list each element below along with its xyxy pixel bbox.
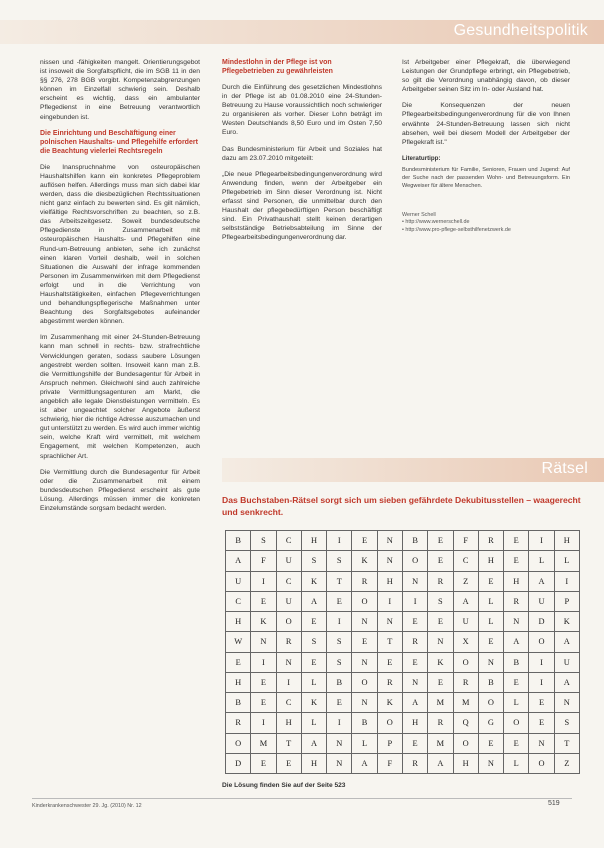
footer-journal: Kinderkrankenschwester 29. Jg. (2010) Nr. 12 — [32, 803, 142, 809]
grid-cell: H — [453, 753, 478, 773]
source-link: • http://www.wernerschell.de — [402, 219, 470, 226]
grid-cell: S — [554, 713, 579, 733]
grid-cell: E — [428, 672, 453, 692]
grid-cell: S — [301, 632, 326, 652]
grid-cell: N — [352, 652, 377, 672]
grid-cell: I — [251, 713, 276, 733]
text-column-2 — [222, 58, 382, 250]
grid-cell: O — [529, 753, 554, 773]
grid-cell: I — [529, 652, 554, 672]
grid-cell: L — [301, 672, 326, 692]
grid-cell: O — [352, 591, 377, 611]
grid-cell: F — [251, 551, 276, 571]
grid-cell: S — [327, 632, 352, 652]
text-column-3 — [402, 58, 570, 234]
grid-cell: O — [478, 693, 503, 713]
grid-cell: L — [478, 612, 503, 632]
grid-cell: C — [453, 551, 478, 571]
grid-cell: L — [529, 551, 554, 571]
grid-cell: I — [529, 531, 554, 551]
grid-cell: E — [478, 733, 503, 753]
grid-cell: M — [428, 693, 453, 713]
source-list — [402, 212, 570, 235]
footer-rule — [32, 798, 572, 799]
grid-cell: A — [226, 551, 251, 571]
puzzle-header-band — [222, 458, 604, 482]
grid-cell: T — [554, 733, 579, 753]
source-author: Werner Schell — [402, 211, 436, 218]
grid-cell: I — [251, 652, 276, 672]
paragraph: Im Zusammenhang mit einer 24-Stunden-Betreuung kann man schnell in rechts- bzw. strafrechtliche Verwicklungen geraten, sodass saubere Lösungen angestrebt werden sollten. Insoweit kann man z.B. die Vermittlungshilfe der Bundesagentur für Arbeit in Anspruch nehmen. Gleichwohl sind auch zahlreiche private Vermittlungsagenturen am Markt, die angeblich alle legale Dienstleistungen vermitteln. Es ist aber ungeachtet solcher Angebote äußerst schwierig, hier die richtige Adresse auszumachen und gut unterstützt zu werden. Es wird auch immer wichtig sein, welche Kraft wird vermittelt, mit welchem Engagement, mit welchen Kompetenzen, auch sprachlicher Art. — [40, 334, 200, 460]
text-column-1 — [40, 58, 200, 520]
grid-cell: N — [251, 632, 276, 652]
grid-row — [226, 612, 580, 632]
grid-cell: Z — [554, 753, 579, 773]
grid-cell: O — [504, 713, 529, 733]
grid-cell: H — [226, 672, 251, 692]
grid-cell: A — [554, 632, 579, 652]
grid-cell: K — [301, 571, 326, 591]
grid-cell: U — [226, 571, 251, 591]
grid-cell: E — [251, 753, 276, 773]
grid-cell: E — [402, 733, 427, 753]
grid-cell: N — [478, 753, 503, 773]
grid-cell: S — [327, 652, 352, 672]
grid-row — [226, 753, 580, 773]
literature-heading: Literaturtipp: — [402, 154, 441, 162]
grid-cell: E — [504, 672, 529, 692]
grid-cell: O — [352, 672, 377, 692]
grid-cell: A — [352, 753, 377, 773]
grid-cell: C — [276, 693, 301, 713]
paragraph: Durch die Einführung des gesetzlichen Mindestlohns in der Pflege ist ab 01.08.2010 eine 24-Stunden-Betreuung zu Hause voraussichtlich noch schwieriger zu organisieren als vorher. Dieser Lohn beträgt im Westen Deutschlands 8,50 Euro und im Osten 7,50 Euro. — [222, 84, 382, 137]
grid-cell: O — [402, 551, 427, 571]
grid-cell: L — [504, 753, 529, 773]
grid-cell: I — [327, 531, 352, 551]
grid-cell: A — [554, 672, 579, 692]
grid-row — [226, 551, 580, 571]
grid-cell: E — [276, 753, 301, 773]
grid-cell: O — [453, 652, 478, 672]
grid-cell: E — [428, 531, 453, 551]
grid-cell: L — [352, 733, 377, 753]
grid-cell: P — [377, 733, 402, 753]
grid-row — [226, 571, 580, 591]
grid-cell: R — [428, 713, 453, 733]
grid-cell: C — [276, 571, 301, 591]
grid-cell: I — [554, 571, 579, 591]
grid-cell: A — [504, 632, 529, 652]
grid-cell: B — [402, 531, 427, 551]
grid-cell: L — [554, 551, 579, 571]
paragraph: Die Konsequenzen der neuen Pflegearbeitsbedingungenverordnung für die von Ihnen erwähnte 24-Stunden-Betreuung lassen sich nicht absehen, weil bei diesem Modell der Arbeitgeber der Pflegekraft ist." — [402, 102, 570, 146]
grid-cell: N — [327, 733, 352, 753]
grid-cell: K — [301, 693, 326, 713]
grid-cell: N — [478, 652, 503, 672]
grid-cell: O — [377, 713, 402, 733]
grid-cell: A — [402, 693, 427, 713]
grid-cell: C — [226, 591, 251, 611]
grid-cell: A — [301, 591, 326, 611]
grid-cell: E — [504, 733, 529, 753]
grid-cell: B — [327, 672, 352, 692]
grid-cell: W — [226, 632, 251, 652]
puzzle-title: Rätsel — [541, 460, 588, 477]
grid-cell: B — [478, 672, 503, 692]
grid-cell: P — [554, 591, 579, 611]
grid-cell: D — [226, 753, 251, 773]
grid-cell: U — [554, 652, 579, 672]
grid-cell: N — [504, 612, 529, 632]
grid-cell: K — [352, 551, 377, 571]
literature-text: Bundesministerium für Familie, Senioren, Frauen und Jugend: Auf der Suche nach der passenden Wohn- und Betreuungsform. Ein Wegweiser für ältere Menschen. — [402, 166, 570, 189]
paragraph: nissen und -fähigkeiten mangelt. Orientierungsgebot ist insoweit die Sorgfaltspflicht, die im SGB 11 in den §§ 276, 278 BGB vorgibt. Kompetenzabgrenzungen können im Einzelfall schwierig sein. Deshalb erscheint es wichtig, dass ein ambulanter Pflegedienst in eine Betreuung verantwortlich eingebunden ist. — [40, 59, 200, 121]
paragraph: „Die neue Pflegearbeitsbedingungenverordnung wird Anwendung finden, wenn der Arbeitgeber ein Pflegebetrieb im Sinn dieser Verordnung ist. Nicht erfasst sind Personen, die unmittelbar durch den Haushalt der pflegebedürftigen Person beschäftigt sind. Ein Privathaushalt stellt keinen derartigen selbstständige Betriebsabteilung im Sinne der Pflegearbeitsbedingungenverordnung dar. — [222, 170, 382, 242]
grid-cell: E — [504, 531, 529, 551]
grid-cell: C — [276, 531, 301, 551]
grid-cell: K — [428, 652, 453, 672]
grid-cell: E — [301, 612, 326, 632]
grid-cell: R — [352, 571, 377, 591]
grid-cell: N — [377, 551, 402, 571]
grid-row — [226, 591, 580, 611]
grid-cell: I — [276, 672, 301, 692]
grid-cell: E — [529, 713, 554, 733]
grid-cell: M — [251, 733, 276, 753]
grid-cell: M — [453, 693, 478, 713]
grid-cell: E — [428, 551, 453, 571]
paragraph: Die Inanspruchnahme von osteuropäischen Haushaltshilfen kann ein konkretes Pflegeproblem auflösen helfen. Allerdings muss man sich dabei klar werden, dass die diesbezüglichen Rechtssituationen nicht ganz einfach zu bewerten sind. Es gilt nämlich, vielfältige Rechtsvorschriften zu beachten, so z.B. das Arbeitszeitgesetz. Soweit bundesdeutsche Pflegedienste in Zusammenarbeit mit osteuropäischen Haushalts- und Pflegehilfen eine Rund-um-Betreuung anbieten, sehe ich zunächst einen klaren Vorteil deshalb, weil in solchen Situationen die Auswahl der infrage kommenden Personen im Zusammenwirken mit dem Pflegedienst erfolgt und in die Verrichtung von Haushaltstätigkeiten, einfachen Pflegeverrichtungen und behandlungspflegerische Maßnahmen unter Beachtung des Sorgfaltsgebotes aufeinander abgestimmt werden können. — [40, 163, 200, 326]
grid-cell: T — [276, 733, 301, 753]
grid-cell: S — [428, 591, 453, 611]
grid-cell: E — [377, 652, 402, 672]
grid-cell: H — [478, 551, 503, 571]
grid-cell: N — [402, 571, 427, 591]
grid-cell: Z — [453, 571, 478, 591]
grid-cell: F — [377, 753, 402, 773]
grid-cell: E — [402, 652, 427, 672]
grid-cell: H — [226, 612, 251, 632]
grid-cell: X — [453, 632, 478, 652]
grid-cell: A — [529, 571, 554, 591]
grid-cell: K — [554, 612, 579, 632]
grid-cell: N — [402, 672, 427, 692]
paragraph: Das Bundesministerium für Arbeit und Soziales hat dazu am 23.07.2010 mitgeteilt: — [222, 145, 382, 162]
grid-cell: R — [478, 531, 503, 551]
grid-cell: S — [327, 551, 352, 571]
grid-row — [226, 733, 580, 753]
grid-cell: N — [377, 531, 402, 551]
grid-cell: T — [327, 571, 352, 591]
grid-cell: D — [529, 612, 554, 632]
grid-cell: R — [402, 753, 427, 773]
grid-row — [226, 672, 580, 692]
grid-cell: H — [402, 713, 427, 733]
subheading: Die Einrichtung und Beschäftigung einer polnischen Haushalts- und Pflegehilfe erfordert die Beachtung vielerlei Rechtsregeln — [40, 129, 198, 155]
grid-row — [226, 693, 580, 713]
grid-cell: E — [327, 693, 352, 713]
grid-cell: L — [301, 713, 326, 733]
grid-cell: K — [251, 612, 276, 632]
grid-cell: U — [276, 551, 301, 571]
grid-cell: H — [301, 753, 326, 773]
grid-cell: R — [377, 672, 402, 692]
grid-cell: R — [428, 571, 453, 591]
grid-cell: H — [301, 531, 326, 551]
grid-cell: N — [276, 652, 301, 672]
grid-row — [226, 652, 580, 672]
grid-cell: E — [428, 612, 453, 632]
grid-cell: S — [301, 551, 326, 571]
grid-cell: L — [504, 693, 529, 713]
grid-cell: O — [226, 733, 251, 753]
grid-cell: R — [504, 591, 529, 611]
grid-cell: N — [352, 693, 377, 713]
grid-cell: E — [352, 531, 377, 551]
section-title: Gesundheitspolitik — [453, 22, 588, 39]
grid-cell: I — [377, 591, 402, 611]
grid-cell: M — [428, 733, 453, 753]
grid-cell: E — [251, 693, 276, 713]
grid-cell: E — [504, 551, 529, 571]
grid-cell: O — [453, 733, 478, 753]
grid-cell: I — [402, 591, 427, 611]
grid-cell: H — [377, 571, 402, 591]
grid-cell: E — [327, 591, 352, 611]
grid-cell: R — [226, 713, 251, 733]
grid-cell: O — [276, 612, 301, 632]
grid-cell: G — [478, 713, 503, 733]
grid-cell: E — [301, 652, 326, 672]
page-number: 519 — [548, 800, 560, 807]
grid-cell: E — [478, 632, 503, 652]
grid-cell: E — [402, 612, 427, 632]
source-link: • http://www.pro-pflege-selbsthilfenetzwerk.de — [402, 226, 511, 233]
grid-cell: B — [504, 652, 529, 672]
grid-cell: K — [377, 693, 402, 713]
grid-row — [226, 531, 580, 551]
grid-row — [226, 713, 580, 733]
grid-cell: U — [453, 612, 478, 632]
grid-cell: E — [251, 672, 276, 692]
grid-cell: E — [251, 591, 276, 611]
grid-cell: O — [529, 632, 554, 652]
grid-cell: N — [377, 612, 402, 632]
grid-cell: N — [554, 693, 579, 713]
paragraph: Die Vermittlung durch die Bundesagentur für Arbeit oder die Zusammenarbeit mit einem bundesdeutschen Pflegedienst erscheint als gute Lösung. Allerdings müssen immer die konkreten Einzelumstände sorgsam bedacht werden. — [40, 468, 200, 513]
grid-cell: R — [276, 632, 301, 652]
grid-cell: U — [276, 591, 301, 611]
grid-cell: H — [554, 531, 579, 551]
grid-cell: A — [301, 733, 326, 753]
grid-cell: I — [327, 612, 352, 632]
grid-cell: E — [529, 693, 554, 713]
grid-cell: I — [327, 713, 352, 733]
grid-cell: E — [226, 652, 251, 672]
grid-cell: H — [276, 713, 301, 733]
grid-cell: B — [226, 531, 251, 551]
grid-cell: N — [327, 753, 352, 773]
grid-row — [226, 632, 580, 652]
grid-cell: B — [226, 693, 251, 713]
grid-cell: B — [352, 713, 377, 733]
grid-cell: S — [251, 531, 276, 551]
solution-note: Die Lösung finden Sie auf der Seite 523 — [222, 782, 346, 789]
grid-cell: F — [453, 531, 478, 551]
puzzle-intro: Das Buchstaben-Rätsel sorgt sich um sieben gefährdete Dekubitusstellen – waagerecht und senkrecht. — [222, 495, 581, 517]
subheading: Mindestlohn in der Pflege ist von Pflegebetrieben zu gewährleisten — [222, 59, 333, 75]
letter-grid — [225, 530, 580, 774]
grid-cell: R — [402, 632, 427, 652]
grid-cell: U — [529, 591, 554, 611]
grid-cell: L — [478, 591, 503, 611]
grid-cell: E — [352, 632, 377, 652]
grid-cell: E — [478, 571, 503, 591]
grid-cell: A — [428, 753, 453, 773]
grid-cell: H — [504, 571, 529, 591]
grid-cell: Q — [453, 713, 478, 733]
grid-cell: A — [453, 591, 478, 611]
grid-cell: I — [251, 571, 276, 591]
section-header-band — [0, 20, 604, 44]
grid-cell: N — [352, 612, 377, 632]
grid-cell: R — [453, 672, 478, 692]
paragraph: Ist Arbeitgeber einer Pflegekraft, die überwiegend Leistungen der Grundpflege erbringt, ein Pflegebetrieb, so gilt die Verordnung unabhängig davon, ob dieser Arbeitgeber seinen Sitz im In- oder Ausland hat. — [402, 59, 570, 94]
grid-cell: N — [529, 733, 554, 753]
grid-cell: I — [529, 672, 554, 692]
grid-cell: N — [428, 632, 453, 652]
grid-cell: T — [377, 632, 402, 652]
